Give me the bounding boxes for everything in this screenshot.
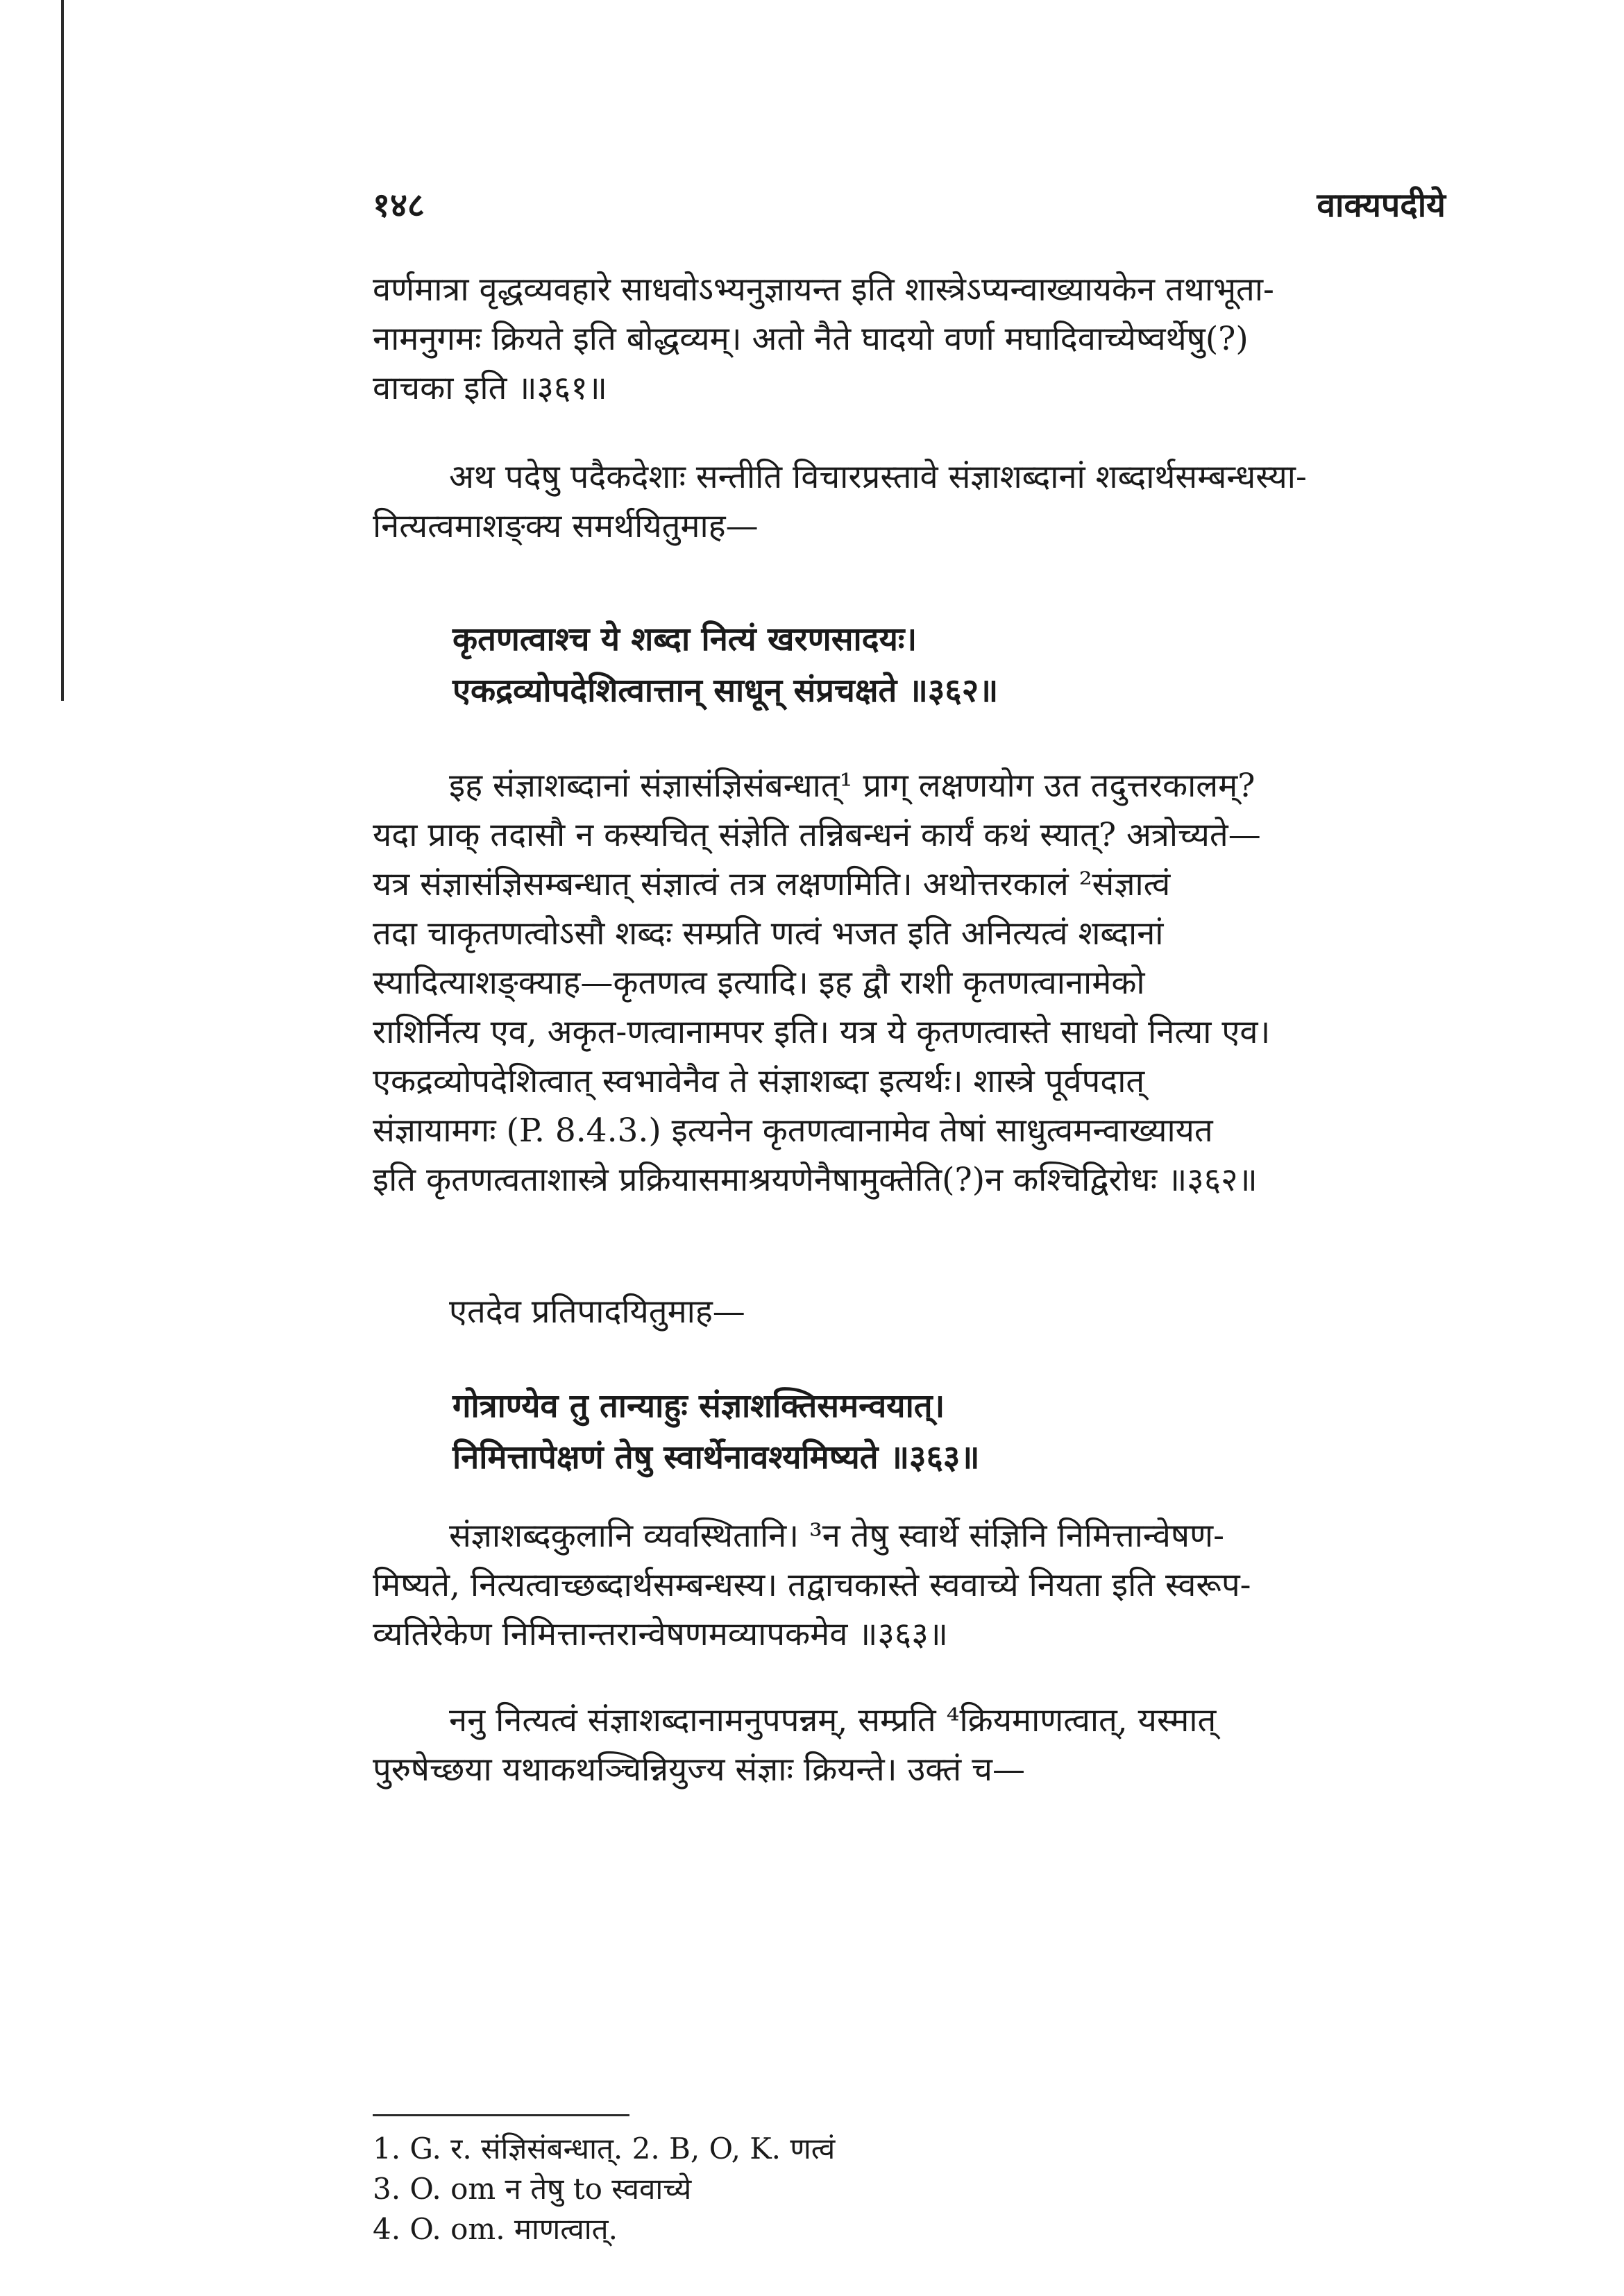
left-margin-rule bbox=[61, 0, 64, 701]
verse-363: गोत्राण्येव तु तान्याहुः संज्ञाशक्तिसमन्वयात्। निमित्तापेक्षणं तेषु स्वार्थेनावश्यमिष्यते ॥३६३॥ bbox=[452, 1387, 980, 1477]
commentary-362: इह संज्ञाशब्दानां संज्ञासंज्ञिसंबन्धात्¹ प्राग् लक्षणयोग उत तदुत्तरकालम्? यदा प्राक् तदासौ न कस्यचित् संज्ञेति तन्निबन्धनं कार्यं कथं स्यात्? अत्रोच्यते— यत्र संज्ञासंज्ञिसम्बन्धात् संज्ञात्वं तत्र लक्षणमिति। अथोत्तरकालं ²संज्ञात्वं तदा चाकृतणत्वोऽसौ शब्दः सम्प्रति णत्वं भजत इति अनित्यत्वं शब्दानां स्यादित्याशङ्क्याह—कृतणत्व इत्यादि। इह द्वौ राशी कृतणत्वानामेको राशिर्नित्य एव, अकृत-णत्वानामपर इति। यत्र ये कृतणत्वास्ते साधवो नित्या एव। एकद्रव्योपदेशित्वात् स्वभावेनैव ते संज्ञाशब्दा इत्यर्थः। शास्त्रे पूर्वपदात् संज्ञायामगः (P. 8.4.3.) इत्यनेन कृतणत्वानामेव तेषां साधुत्वमन्वाख्यायत इति कृतणत्वताशास्त्रे प्रक्रियासमाश्रयणेनैषामुक्तेति(?)न कश्चिद्विरोधः ॥३६२॥ bbox=[373, 767, 1271, 1199]
commentary-363: संज्ञाशब्दकुलानि व्यवस्थितानि। ³न तेषु स्वार्थे संज्ञिनि निमित्तान्वेषण- मिष्यते, नित्यत्वाच्छब्दार्थसम्बन्धस्य। तद्वाचकास्ते स्ववाच्ये नियता इति स्वरूप- व्यतिरेकेण निमित्तान्तरान्वेषणमव्यापकमेव ॥३६३॥ bbox=[373, 1517, 1251, 1653]
footnotes bbox=[373, 2129, 835, 2250]
footnote-4: 4. O. om. माणत्वात्. bbox=[373, 2212, 618, 2246]
paragraph-objection: ननु नित्यत्वं संज्ञाशब्दानामनुपपन्नम्, सम्प्रति ⁴क्रियमाणत्वात्, यस्मात् पुरुषेच्छया यथाकथञ्चिन्नियुज्य संज्ञाः क्रियन्ते। उक्तं च— bbox=[373, 1701, 1217, 1789]
footnote-divider bbox=[373, 2114, 629, 2116]
footnote-1-2: 1. G. र. संज्ञिसंबन्धात्. 2. B, O, K. णत्वं bbox=[373, 2132, 836, 2166]
running-title: वाक्यपदीये bbox=[1317, 186, 1446, 225]
paragraph-intro-362: अथ पदेषु पदैकदेशाः सन्तीति विचारप्रस्तावे संज्ञाशब्दानां शब्दार्थसम्बन्धस्या- नित्यत्वमाशङ्क्य समर्थयितुमाह— bbox=[373, 458, 1307, 545]
footnote-3: 3. O. om न तेषु to स्ववाच्ये bbox=[373, 2172, 692, 2206]
page-number: १४८ bbox=[373, 186, 425, 225]
paragraph-intro-363: एतदेव प्रतिपादयितुमाह— bbox=[449, 1293, 745, 1331]
paragraph-361-end: वर्णमात्रा वृद्धव्यवहारे साधवोऽभ्यनुज्ञायन्त इति शास्त्रेऽप्यन्वाख्यायकेन तथाभूता- नामनुगमः क्रियते इति बोद्धव्यम्। अतो नैते घादयो वर्णा मघादिवाच्येष्वर्थेषु(?) वाचका इति ॥३६१॥ bbox=[373, 271, 1274, 407]
verse-362: कृतणत्वाश्च ये शब्दा नित्यं खरणसादयः। एकद्रव्योपदेशित्वात्तान् साधून् संप्रचक्षते ॥३६२॥ bbox=[452, 620, 999, 710]
